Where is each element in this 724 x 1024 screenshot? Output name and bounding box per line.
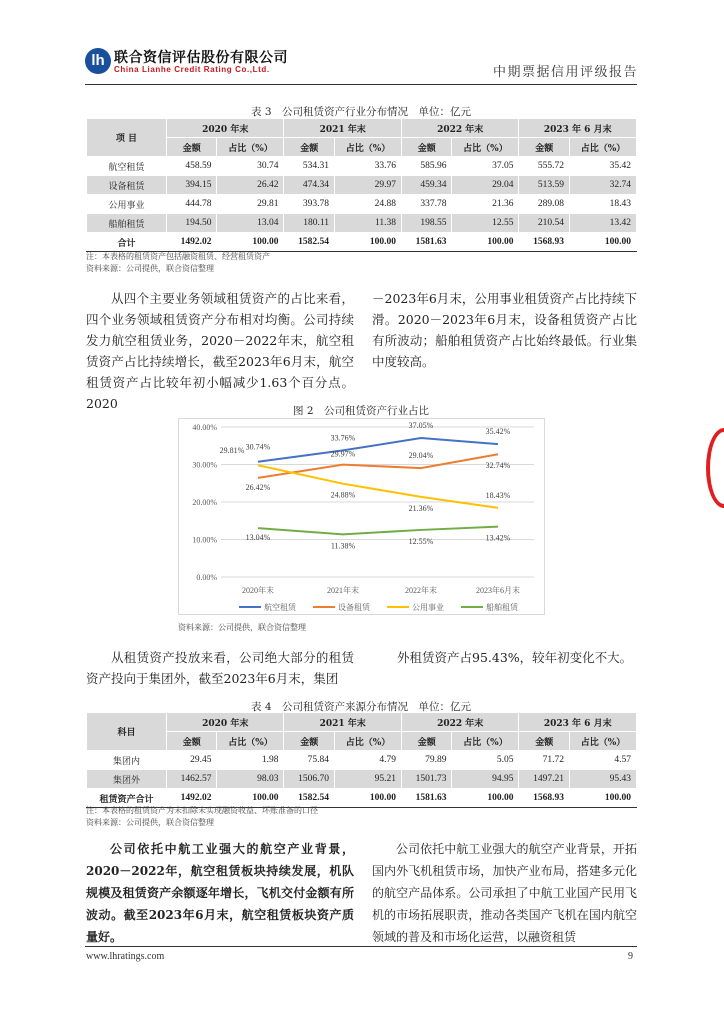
chart-source: 资料来源：公司提供，联合资信整理: [178, 623, 306, 632]
table-cell: 船舶租赁: [87, 214, 167, 233]
col-header-amount: 金额: [284, 732, 334, 751]
data-label: 11.38%: [330, 541, 356, 551]
table-cell: 1492.02: [167, 233, 217, 252]
table-cell: 1568.93: [519, 233, 569, 252]
col-header-period: 2022 年末: [401, 713, 518, 732]
header-divider: [85, 84, 637, 85]
para1-left: 从四个主要业务领域租赁资产的占比来看，四个业务领域租赁资产分布相对均衡。公司持续发力航空租赁业务，2020－2022年末，航空租赁资产占比持续增长，截至2023年6月末，航空租赁资产占比较年初小幅减少1.63个百分点。2020: [86, 291, 354, 411]
col-header-period: 2023 年 6 月末: [519, 119, 637, 138]
data-label: 32.74%: [485, 461, 511, 471]
table-cell: 71.72: [519, 751, 569, 770]
table-cell: 13.04: [217, 214, 284, 233]
col-header-amount: 金额: [519, 732, 569, 751]
col-header-amount: 金额: [167, 732, 217, 751]
table-cell: 393.78: [284, 195, 334, 214]
table-row: [87, 176, 637, 195]
table-cell: 5.05: [452, 751, 519, 770]
table-cell: 100.00: [452, 789, 519, 808]
table-cell: 24.88: [334, 195, 401, 214]
table-cell: 集团外: [87, 770, 167, 789]
x-tick-label: 2020年末: [242, 586, 274, 595]
table3: [86, 118, 637, 252]
table-cell: 29.81: [217, 195, 284, 214]
chart-frame: [178, 418, 545, 615]
col-header-amount: 金额: [401, 732, 451, 751]
table-row: [87, 195, 637, 214]
table-cell: 100.00: [569, 233, 636, 252]
col-header-item: 科目: [87, 713, 167, 751]
table-cell: 1581.63: [401, 233, 451, 252]
para2-left: 从租赁资产投放来看，公司绝大部分的租赁资产投向于集团外，截至2023年6月末，集团: [86, 650, 354, 686]
col-header-share: 占比（%）: [217, 138, 284, 157]
table-cell: 459.34: [401, 176, 451, 195]
table-row: [87, 233, 637, 252]
page-number: 9: [628, 951, 633, 962]
table-cell: 100.00: [217, 233, 284, 252]
y-tick-label: 30.00%: [192, 460, 217, 470]
company-name-en: China Lianhe Credit Rating Co.,Ltd.: [114, 65, 270, 74]
para3-left: 公司依托中航工业强大的航空产业背景，2020－2022年，航空租赁板块持续发展，机队规模及租赁资产余额逐年增长，飞机交付金额有所波动。截至2023年6月末，航空租赁板块资产质量好。: [86, 842, 354, 944]
table-cell: 100.00: [334, 789, 401, 808]
table-cell: 95.21: [334, 770, 401, 789]
table-cell: 设备租赁: [87, 176, 167, 195]
table4-source: 资料来源：公司提供，联合资信整理: [86, 818, 214, 827]
data-label: 30.74%: [245, 442, 271, 452]
table4-caption: 表 4 公司租赁资产来源分布情况 单位：亿元: [250, 701, 472, 713]
footer-website[interactable]: www.lhratings.com: [86, 951, 165, 962]
legend-label: 船舶租赁: [486, 603, 518, 612]
table-cell: 集团内: [87, 751, 167, 770]
table-cell: 98.03: [217, 770, 284, 789]
table-cell: 21.36: [452, 195, 519, 214]
table-row: [87, 157, 637, 176]
col-header-share: 占比（%）: [452, 138, 519, 157]
table-cell: 100.00: [334, 233, 401, 252]
table-cell: 4.57: [569, 751, 636, 770]
table-cell: 租赁资产合计: [87, 789, 167, 808]
series-line-3: [258, 527, 498, 535]
footer-divider: [85, 946, 637, 947]
table-cell: 航空租赁: [87, 157, 167, 176]
y-tick-label: 20.00%: [192, 498, 217, 507]
table-cell: 210.54: [519, 214, 569, 233]
table-cell: 75.84: [284, 751, 334, 770]
company-logo: lh: [85, 48, 111, 74]
col-header-amount: 金额: [519, 138, 569, 157]
data-label: 29.81%: [219, 446, 245, 456]
table-cell: 1582.54: [284, 789, 334, 808]
table-row: [87, 770, 637, 789]
table-cell: 1568.93: [519, 789, 569, 808]
table-cell: 合计: [87, 233, 167, 252]
data-label: 13.04%: [245, 533, 271, 543]
table3-source: 资料来源：公司提供，联合资信整理: [86, 264, 214, 273]
col-header-period: 2023 年 6 月末: [519, 713, 637, 732]
table3-caption: 表 3 公司租赁资产行业分布情况 单位：亿元: [250, 106, 472, 118]
col-header-period: 2020 年末: [167, 713, 284, 732]
table-cell: 32.74: [569, 176, 636, 195]
table-cell: 35.42: [569, 157, 636, 176]
table4: [86, 712, 637, 808]
col-header-share: 占比（%）: [334, 138, 401, 157]
col-header-amount: 金额: [284, 138, 334, 157]
table-cell: 1581.63: [401, 789, 451, 808]
table3-note: 注：本表格的租赁资产包括融资租赁、经营租赁资产: [86, 252, 270, 261]
x-tick-label: 2023年6月末: [476, 586, 520, 595]
table-cell: 100.00: [217, 789, 284, 808]
data-label: 33.76%: [330, 433, 356, 443]
col-header-period: 2021 年末: [284, 119, 401, 138]
table-cell: 1.98: [217, 751, 284, 770]
col-header-share: 占比（%）: [334, 732, 401, 751]
table-cell: 29.45: [167, 751, 217, 770]
table-row: [87, 751, 637, 770]
table-cell: 30.74: [217, 157, 284, 176]
table-cell: 4.79: [334, 751, 401, 770]
col-header-share: 占比（%）: [217, 732, 284, 751]
data-label: 35.42%: [485, 427, 511, 437]
data-label: 29.04%: [408, 451, 434, 461]
table-cell: 94.95: [452, 770, 519, 789]
table-cell: 37.05: [452, 157, 519, 176]
table-cell: 29.04: [452, 176, 519, 195]
para3-right: 公司依托中航工业强大的航空产业背景，开拓国内外飞机租赁市场，加快产业布局，搭建多元化的航空产品体系。公司承担了中航工业国产民用飞机的市场拓展职责，推动各类国产飞机在国内航空领域的普及和市场化运营，以融资租赁: [372, 842, 637, 944]
col-header-item: 项 目: [87, 119, 167, 157]
table4-note: 注：本表格的租赁资产为未扣除未实现融资收益、坏账准备的口径: [86, 806, 318, 815]
para2-right: 外租赁资产占95.43%，较年初变化不大。: [397, 650, 633, 665]
data-label: 37.05%: [408, 421, 434, 431]
y-tick-label: 10.00%: [192, 535, 217, 545]
x-tick-label: 2022年末: [405, 586, 437, 595]
table-cell: 1506.70: [284, 770, 334, 789]
table-cell: 444.78: [167, 195, 217, 214]
col-header-share: 占比（%）: [452, 732, 519, 751]
legend-label: 航空租赁: [264, 603, 296, 612]
col-header-period: 2022 年末: [401, 119, 518, 138]
para1-right: －2023年6月末，公用事业租赁资产占比持续下滑。2020－2023年6月末，设备租赁资产占比有所波动；船舶租赁资产占比始终最低。行业集中度较高。: [372, 291, 637, 369]
series-line-0: [258, 438, 498, 462]
report-title: 中期票据信用评级报告: [493, 65, 639, 80]
table-cell: 394.15: [167, 176, 217, 195]
table-cell: 29.97: [334, 176, 401, 195]
legend-label: 设备租赁: [338, 603, 370, 612]
table-cell: 180.11: [284, 214, 334, 233]
col-header-share: 占比（%）: [569, 138, 636, 157]
table-cell: 534.31: [284, 157, 334, 176]
table-cell: 1582.54: [284, 233, 334, 252]
col-header-amount: 金额: [401, 138, 451, 157]
table-cell: 1501.73: [401, 770, 451, 789]
table-cell: 11.38: [334, 214, 401, 233]
company-name-cn: 联合资信评估股份有限公司: [114, 50, 288, 66]
data-label: 24.88%: [330, 490, 356, 500]
table-cell: 79.89: [401, 751, 451, 770]
table-cell: 194.50: [167, 214, 217, 233]
table-cell: 26.42: [217, 176, 284, 195]
table-cell: 289.08: [519, 195, 569, 214]
table-cell: 12.55: [452, 214, 519, 233]
table-cell: 95.43: [569, 770, 636, 789]
table-cell: 13.42: [569, 214, 636, 233]
table-cell: 100.00: [569, 789, 636, 808]
table-cell: 18.43: [569, 195, 636, 214]
table-cell: 585.96: [401, 157, 451, 176]
col-header-period: 2021 年末: [284, 713, 401, 732]
data-label: 26.42%: [245, 482, 271, 492]
table-cell: 555.72: [519, 157, 569, 176]
y-tick-label: 0.00%: [196, 573, 217, 582]
col-header-share: 占比（%）: [569, 732, 636, 751]
legend-label: 公用事业: [412, 603, 444, 612]
table-cell: 1462.57: [167, 770, 217, 789]
table-cell: 458.59: [167, 157, 217, 176]
data-label: 29.97%: [330, 449, 356, 459]
table-cell: 198.55: [401, 214, 451, 233]
table-cell: 1492.02: [167, 789, 217, 808]
col-header-period: 2020 年末: [167, 119, 284, 138]
table-cell: 337.78: [401, 195, 451, 214]
table-cell: 1497.21: [519, 770, 569, 789]
data-label: 18.43%: [485, 490, 511, 500]
table-row: [87, 214, 637, 233]
table-cell: 100.00: [452, 233, 519, 252]
table-cell: 474.34: [284, 176, 334, 195]
data-label: 13.42%: [485, 533, 511, 543]
col-header-amount: 金额: [167, 138, 217, 157]
red-seal-stamp: [706, 428, 724, 508]
data-label: 21.36%: [408, 503, 434, 513]
line-chart: [179, 419, 544, 614]
table-cell: 公用事业: [87, 195, 167, 214]
table-cell: 513.59: [519, 176, 569, 195]
data-label: 12.55%: [408, 536, 434, 546]
chart-title: 图 2 公司租赁资产行业占比: [292, 405, 430, 417]
table-cell: 33.76: [334, 157, 401, 176]
x-tick-label: 2021年末: [327, 586, 359, 595]
y-tick-label: 40.00%: [192, 423, 217, 432]
